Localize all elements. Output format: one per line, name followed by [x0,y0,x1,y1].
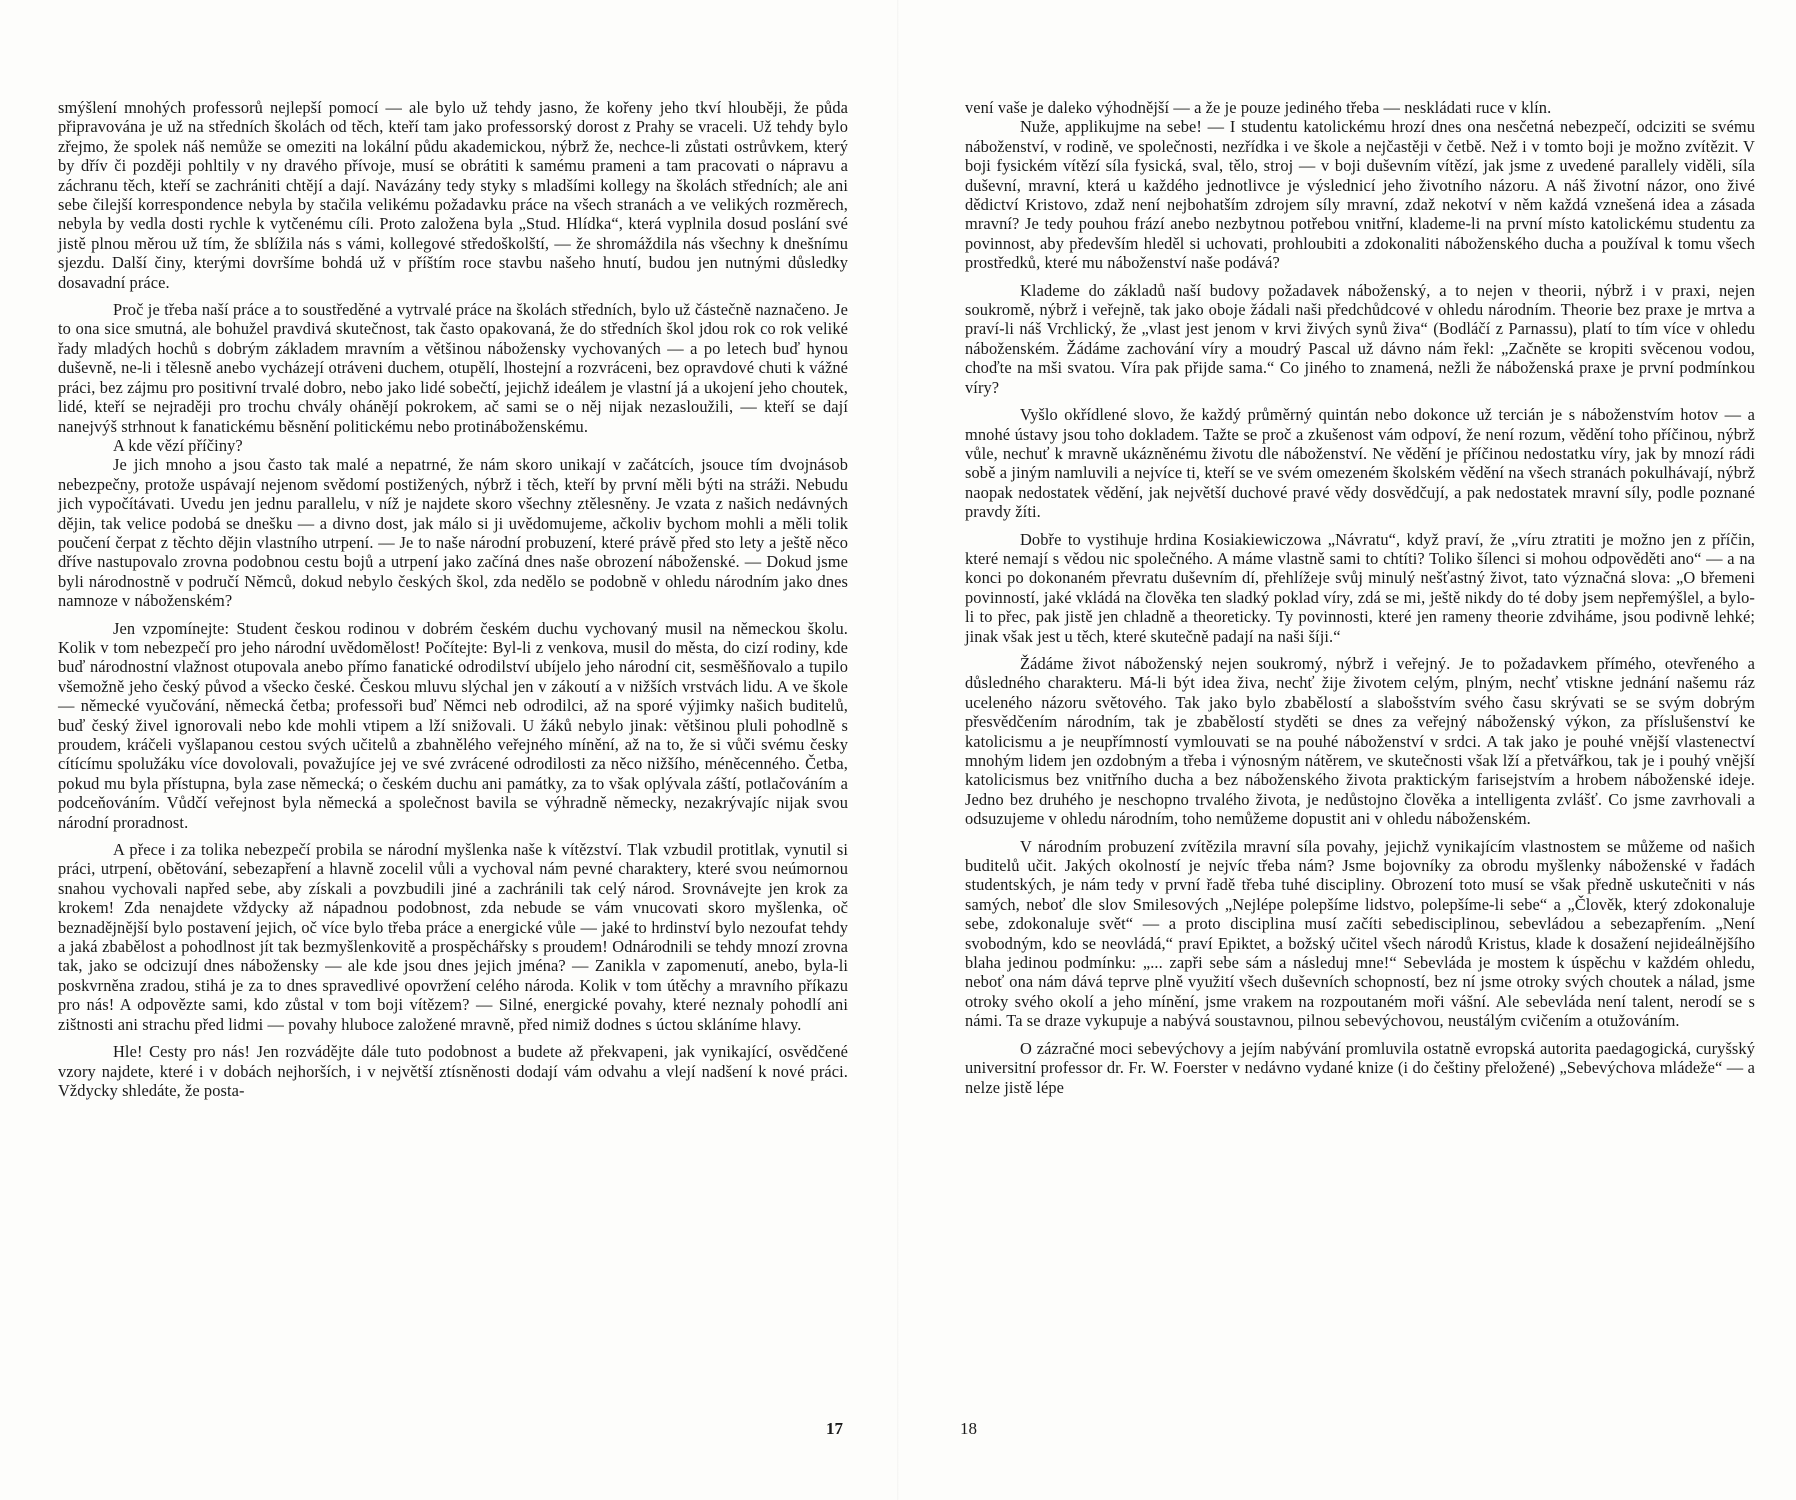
right-paragraph-3: Klademe do základů naší budovy požadavek náboženský, a to nejen v theorii, nýbrž i v praxi, nejen soukromě, nýbrž i veřejně, tak jako oboje žádali naši předchůdcové v ohledu národním. Theorie bez praxe je mrtva a praví-li náš Vrchlický, že „vlast jest jenom v krvi živých synů živa“ (Bodláčí z Parnassu), platí to tím více v ohledu náboženském. Žádáme zachování víry a moudrý Pascal už dávno nám řekl: „Začněte se kropiti svěcenou vodou, choďte na mši svatou. Víra pak přijde sama.“ Co jiného to znamená, nežli že náboženská praxe je první podmínkou víry? [965,280,1755,397]
right-paragraph-1: vení vaše je daleko výhodnější — a že je pouze jediného třeba — neskládati ruce v klín. [965,98,1552,117]
left-paragraph-6: A přece i za tolika nebezpečí probila se národní myšlenka naše k vítězství. Tlak vzbudil protitlak, vynutil si práci, utrpení, obětování, sebezapření a hlavně zocelil vůli a vychoval nám pevné charaktery, které svou neúmornou snahou vychovali napřed sebe, aby získali a povzbudili jiné a zachránili tak celý národ. Srovnávejte jen krok za krokem! Zda nenajdete vždycky až nápadnou podobnost, zda nebude se vám vnucovati skoro myšlenka, oč beznadějnější bylo postavení jejich, oč více bylo třeba práce a energické vůle — jaké to hrdinství bylo nezoufat tehdy a jaká zbabělost a pohodlnost jít tak bezmyšlenkovitě a prospěchářsky s proudem! Odnárodnili se tehdy mnozí zrovna tak, jako se odcizují dnes nábožensky — ale kde jsou dnes jejich jména? — Zanikla v zapomenutí, anebo, byla-li poskvrněna zradou, stihá je za to dnes spravedlivé opovržení celého národa. Kolik v tom útěchy a mravního příkazu pro nás! A odpovězte sami, kdo zůstal v tom boji vítězem? — Silné, energické povahy, které neznaly pohodlí ani zištnosti ani strachu před lidmi — povahy hluboce založené mravně, před nimiž dodnes s úctou skláníme hlavy. [58,840,848,1034]
right-page-number: 18 [960,1419,977,1438]
left-paragraph-3: A kde vězí příčiny? [113,435,243,455]
left-paragraph-4: Je jich mnoho a jsou často tak malé a nepatrné, že nám skoro unikají v začátcích, jsouce tím dvojnásob nebezpečny, protože uspávají nejenom svědomí postižených, nýbrž i těch, kteří by první měli býti na stráži. Nebudu jich vypočítávati. Uvedu jen jednu parallelu, v níž je najdete skoro všechny ztělesněny. Je vzata z našich nedávných dějin, tak velice podobá se dnešku — a divno dost, jak málo si ji uvědomujeme, ačkoliv bychom mohli a měli tolik poučení čerpat z těchto dějin vlastního utrpení. — Je to naše národní probuzení, které právě před sto lety a ještě něco dříve nastupovalo zrovna podobnou cestu bojů a utrpení jako začíná dnes naše obrození náboženské. — Dokud jsme byli národnostně v područí Němců, dokud nebylo českých škol, zda nedělo se podobně v ohledu národním jako dnes namnoze v náboženském? [58,455,848,611]
left-page [58,98,848,1100]
right-paragraph-7: V národním probuzení zvítězila mravní síla povahy, jejichž vynikajícím vlastnostem se můžeme od našich buditelů učit. Jakých okolností je nejvíc třeba nám? Jsme bojovníky za obrodu myšlenky náboženské v řadách studentských, je nám tedy v první řadě třeba tuhé discipliny. Obrození toto musí se však předně uskutečniti v nás samých, neboť dle slov Smilesových „Nejlépe polepšíme lidstvo, polepšíme-li sebe“ a „Člověk, který zdokonaluje sebe, zdokonaluje svět“ — a proto disciplina musí začíti sebedisciplinou, sebevládou a sebezapřením. „Není svobodným, kdo se neovládá,“ praví Epiktet, a božský učitel všech národů Kristus, klade k dosažení nejideálnějšího blaha jedinou podmínku: „... zapři sebe sám a následuj mne!“ Sebevláda je mostem k úspěchu v každém ohledu, neboť ona nám dává teprve plně využití všech duševních schopností, bez ní jsme otroky svých choutek a nálad, jsme otroky svého okolí a jeho mínění, jsme vrakem na rozpoutaném moři vášní. Ale sebevláda není talent, nerodí se s námi. Ta se draze vykupuje a nabývá soustavnou, pilnou sebevýchovou, neustálým cvičením a otužováním. [965,836,1755,1031]
right-paragraph-2: Nuže, applikujme na sebe! — I studentu katolickému hrozí dnes ona nesčetná nebezpečí, odciziti se svému náboženství, v rodině, ve společnosti, nezřídka i ve škole a nejčastěji v četbě. Než i v tomto boji je možno zvítězit. V boji fysickém vítězí síla fysická, sval, tělo, stroj — v boji duševním vítězí, jak jsme z uvedené parallely viděli, síla duševní, mravní, která u každého jednotlivce je výslednicí jeho životního názoru. A náš životní názor, ono živé dědictví Kristovo, zdaž není nejbohatším zdrojem síly mravní, zdaž nekotví v něm každá vznešená idea a zásada mravní? Je tedy pouhou frází anebo nezbytnou potřebou vnitřní, klademe-li na první místo katolickému studentu za povinnost, aby především hleděl si uchovati, prohloubiti a zdokonaliti náboženského ducha a používal k tomu všech prostředků, které mu náboženství naše podává? [965,117,1755,273]
right-paragraph-6: Žádáme život náboženský nejen soukromý, nýbrž i veřejný. Je to požadavkem přímého, otevřeného a důsledného charakteru. Má-li být idea živa, nechť žije životem celým, plným, nechť vtiskne jednání našemu ráz uceleného názoru světového. Tak jako bylo zbabělostí a slabošstvím svého času skrývati se se svým dobrým přesvědčením národním, tak je zbabělostí styděti se dnes za veřejný náboženský výkon, za příslušenství ke katolicismu a je neupřímností vymlouvati se na pouhé náboženství v srdci. A tak jako je pouhé vnější vlastenectví mnohým lidem jen ozdobným a třeba i výnosným nátěrem, ve skutečnosti však lží a přetvářkou, tak je i pouhý vnější katolicismus bez vnitřního ducha a bez náboženského života praktickým farisejstvím a hrobem náboženské ideje. Jedno bez druhého je neschopno trvalého života, je nedůstojno člověka a intelligenta zvlášť. Co jsme zavrhovali a odsuzujeme v ohledu národním, toho nemůžeme dopustit ani v ohledu náboženském. [965,653,1755,829]
left-paragraph-7: Hle! Cesty pro nás! Jen rozvádějte dále tuto podobnost a budete až překvapeni, jak vynikající, osvědčené vzory najdete, které i v dobách nejhorších, i v největší ztísněnosti dodají vám odvahu a vlejí nadšení k nové práci. Vždycky shledáte, že posta- [58,1042,848,1100]
left-paragraph-2: Proč je třeba naší práce a to soustředěné a vytrvalé práce na školách středních, bylo už částečně naznačeno. Je to ona sice smutná, ale bohužel pravdivá skutečnost, tak často opakovaná, že do středních škol jdou rok co rok veliké řady mladých hochů s dobrým základem mravním a většinou nábožensky vychovaných — a po letech buď hynou duševně, ne-li i tělesně anebo vycházejí otráveni duchem, otupělí, lhostejní a rozvráceni, bez opravdové chuti k vážné práci, bez zájmu pro positivní trvalé dobro, nebo jako lidé sobečtí, jejichž ideálem je vlastní já a ukojení jeho choutek, lidé, kteří se nejraději pro trochu chvály ohánějí pokrokem, ač sami se o něj nijak nezasloužili, — kteří se dají nanejvýš strhnout k fanatickému běsnění politickému nebo protináboženskému. [58,300,848,436]
left-paragraph-1: smýšlení mnohých professorů nejlepší pomocí — ale bylo už tehdy jasno, že kořeny jeho tkví hlouběji, že půda připravována je už na středních školách od těch, kteří tam jako professorský dorost z Prahy se vraceli. Už tehdy bylo zřejmo, že spolek náš nemůže se omeziti na lokální půdu akademickou, nýbrž že, nechce-li zůstati ostrůvkem, který by dřív či později pohltily v ny dravého přívoje, musí se obrátiti k samému prameni a tam pracovati o nápravu a záchranu těch, kteří se zachrániti chtějí a dají. Navázány tedy styky s mladšími kollegy na školách středních; ale ani sebe čilejší korrespondence nebyla by stačila velikému požadavku práce na všech stranách a ve velikých rozměrech, nebyla by vedla dosti rychle k vytčenému cíli. Proto založena byla „Stud. Hlídka“, která vyplnila dosud poslání své jistě plnou měrou už tím, že sblížila nás s vámi, kollegové středoškolští, — že shromáždila nás všechny k dnešnímu sjezdu. Další činy, kterými dovršíme bohdá už v příštím roce stavbu našeho hnutí, budou jen nutnými důsledky dosavadní práce. [58,98,848,292]
left-page-number: 17 [826,1419,843,1438]
right-paragraph-5: Dobře to vystihuje hrdina Kosiakiewiczowa „Návratu“, když praví, že „víru ztratiti je možno jen z příčin, které nemají s vědou nic společného. A máme vlastně sami to chtíti? Toliko šílenci si mohou odpověděti ano“ — a na konci po dokonaném převratu duševním dí, přehlížeje svůj minulý nešťastný život, tato význačná slova: „O břemeni povinností, jaké vkládá na člověka ten sladký poklad víry, zdá se mi, ještě nikdy do té doby jsem nepřemýšlel, a bylo-li to přec, pak jistě jen chladně a theoreticky. Ty povinnosti, které jen rameny theorie zdviháme, jsou podivně lehké; jinak však jest u těch, které skutečně padají na naši šíji.“ [965,529,1755,646]
left-paragraph-5: Jen vzpomínejte: Student českou rodinou v dobrém českém duchu vychovaný musil na německou školu. Kolik v tom nebezpečí pro jeho národní uvědomělost! Počítejte: Byl-li z venkova, musil do města, do cizí rodiny, kde buď národnostní vlažnost otupovala anebo přímo fanatické odrodilství ubíjelo jeho národní cit, sesměšňovalo a tupilo všemožně jeho český původ a všecko české. Českou mluvu slýchal jen v zákoutí a v nižších vrstvách lidu. A ve škole — německé vyučování, německá četba; professoři buď Němci neb odrodilci, až na sporé výjimky našich buditelů, buď český živel ignorovali nebo kde mohli vtipem a lží snižovali. U žáků nebylo jinak: většinou pluli pohodlně s proudem, kráčeli vyšlapanou cestou svých učitelů a zbahnělého veřejného mínění, až na to, že si vůči svému česky cítícímu spolužáku více dovolovali, považujíce jej ve své zvrácené odrodilosti za něco nižšího, méněcenného. Četba, pokud mu byla přístupna, byla zase německá; o českém duchu ani památky, za to však oplývala záští, potlačováním a podceňováním. Vůdčí veřejnost byla německá a společnost bavila se výhradně německy, nezakrývajíc nijak svou národní proradnost. [58,618,848,832]
right-paragraph-8: O zázračné moci sebevýchovy a jejím nabývání promluvila ostatně evropská autorita paedagogická, curyšský universitní professor dr. Fr. W. Foerster v nedávno vydané knize (i do češtiny přeložené) „Sebevýchova mládeže“ — a nelze jistě lépe [965,1038,1755,1097]
right-paragraph-4: Vyšlo okřídlené slovo, že každý průměrný quintán nebo dokonce už tercián je s náboženstvím hotov — a mnohé ústavy jsou toho dokladem. Tažte se proč a zkušenost vám odpoví, že není rozum, vědění toho příčinou, nýbrž vůle, nechuť k mravně ukázněnému životu dle náboženství. Ne vědění je příčinou nedostatku víry, jak by mnozí rádi sobě a jiným namluvili a nejvíce ti, kteří se ve svém omezeném školském vědění na všech stranách pokulhávají, nýbrž naopak nedostatek vědění, jak největší duchové pravé vědy dosvědčují, a pak nedostatek mravní síly, podle poznané pravdy žíti. [965,405,1755,522]
page-gutter [897,0,899,1500]
right-page [965,98,1755,1097]
